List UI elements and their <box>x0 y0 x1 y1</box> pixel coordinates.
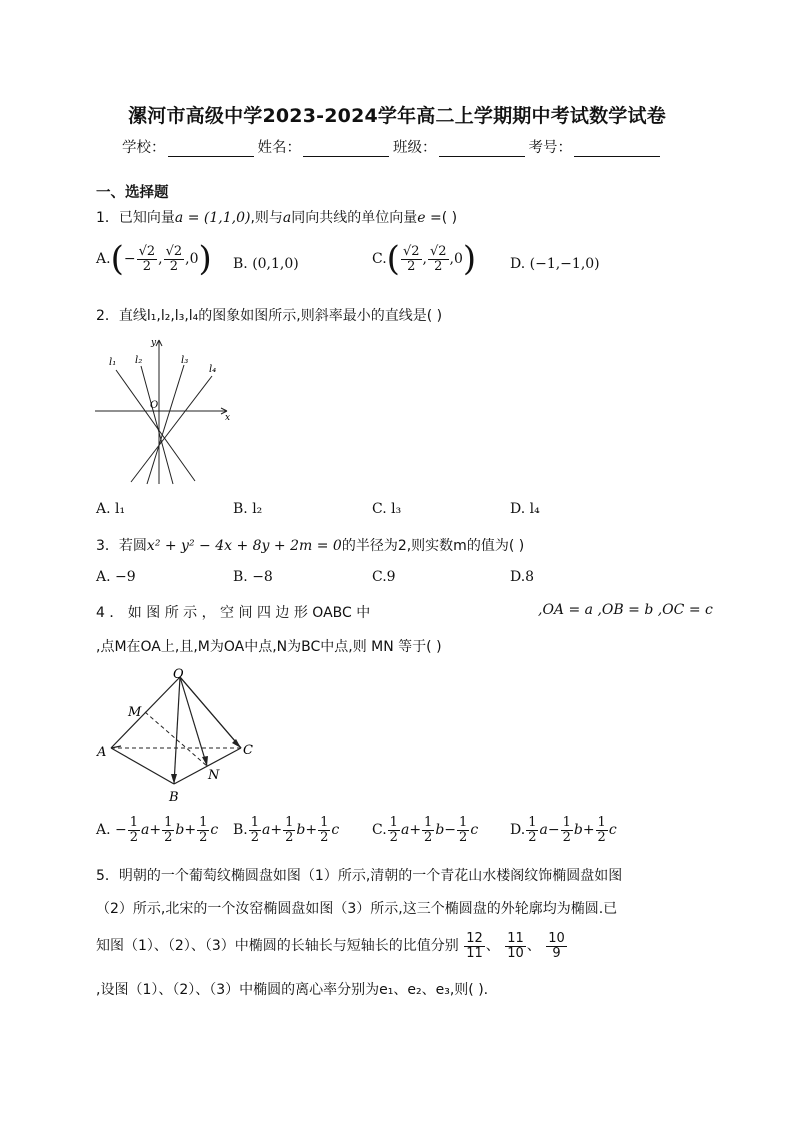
frac-num: 1 <box>562 815 571 830</box>
ratio-3-den: 9 <box>552 945 561 961</box>
frac-num: 1 <box>199 815 208 830</box>
q3-option-c[interactable]: C.9 <box>372 569 396 585</box>
q4-tetrahedron-figure <box>96 666 266 806</box>
label-y: y <box>151 338 157 348</box>
vec-b: b <box>175 822 185 839</box>
section-heading: 一、选择题 <box>96 185 169 201</box>
vec-b: b <box>435 822 445 839</box>
frac-den: 2 <box>562 829 571 845</box>
q1-a-den2: 2 <box>169 258 178 274</box>
class-blank[interactable] <box>439 142 525 157</box>
vec-a: a <box>141 822 150 839</box>
q3-option-a[interactable]: A. −9 <box>96 569 136 585</box>
q1-a-num1: √2 <box>138 243 156 259</box>
q1-a-tail: ,0 <box>185 251 199 267</box>
question-5-line3 <box>96 932 568 960</box>
q2-option-a[interactable]: A. l₁ <box>96 501 126 517</box>
question-2-stem: 2．直线l₁,l₂,l₃,l₄的图象如图所示,则斜率最小的直线是( ) <box>96 308 443 324</box>
half-frac <box>422 816 434 844</box>
separator: 、 <box>526 938 541 955</box>
ratio-2 <box>505 932 526 960</box>
q4-text-line1: 4 ． 如 图 所 示 ， 空 间 四 边 形 OABC 中 <box>96 605 371 621</box>
frac-den: 2 <box>320 829 329 845</box>
frac-den: 2 <box>389 829 398 845</box>
ratio-2-num: 11 <box>507 931 524 946</box>
q1-text-c: 同向共线的单位向量 <box>291 210 418 226</box>
frac-den: 2 <box>164 829 173 845</box>
q4-option-b[interactable]: B. $\frac{1}{2}$ a+ $\frac{1}{2}$ b+ $\frac{1}{2}$ c <box>233 815 340 845</box>
q2-option-c[interactable]: C. l₃ <box>372 501 402 517</box>
q4-a-label: A. − <box>96 822 127 839</box>
q1-option-d[interactable]: D. (−1,−1,0) <box>510 256 600 272</box>
left-paren: ( <box>110 239 124 279</box>
label-M: M <box>128 705 142 720</box>
vec-c: c <box>210 822 219 839</box>
class-label: 班级： <box>393 140 437 156</box>
frac-num: 1 <box>164 815 173 830</box>
frac-den: 2 <box>129 829 139 845</box>
name-label: 姓名： <box>257 140 301 156</box>
half-frac <box>197 816 209 844</box>
question-5-line1: 5．明朝的一个葡萄纹椭圆盘如图（1）所示,清朝的一个青花山水楼阁纹饰椭圆盘如图 <box>96 868 623 884</box>
q1-c-den2: 2 <box>434 258 443 274</box>
half-frac <box>388 816 400 844</box>
label-origin: O <box>150 400 159 411</box>
frac-den: 2 <box>424 829 433 845</box>
frac-den: 2 <box>528 829 537 845</box>
frac-den: 2 <box>199 829 208 845</box>
q1-c-den1: 2 <box>407 258 416 274</box>
label-O: O <box>173 667 184 682</box>
q1-option-b[interactable]: B. (0,1,0) <box>233 256 299 272</box>
q4-option-c[interactable]: C. $\frac{1}{2}$ a+ $\frac{1}{2}$ b− $\frac{1}{2}$ c <box>372 815 479 845</box>
frac-num: 1 <box>250 815 260 830</box>
label-A: A <box>97 745 107 760</box>
q1-text-a: 1．已知向量 <box>96 210 175 226</box>
q3-text-b: 的半径为2,则实数m的值为( ) <box>341 538 525 554</box>
q1-option-a[interactable] <box>96 239 212 279</box>
half-frac <box>283 816 295 844</box>
q1-a-num2: √2 <box>165 243 183 259</box>
ratio-3 <box>546 932 567 960</box>
ratio-1 <box>464 932 485 960</box>
vec-b: b <box>573 822 583 839</box>
q3-option-b[interactable]: B. −8 <box>233 569 273 585</box>
label-N: N <box>208 768 220 783</box>
q1-a-label: A. <box>96 251 111 267</box>
question-5-line2: （2）所示,北宋的一个汝窑椭圆盘如图（3）所示,这三个椭圆盘的外轮廓均为椭圆.已 <box>96 901 618 917</box>
q1-a-frac1 <box>137 245 158 273</box>
frac-den: 2 <box>250 829 260 845</box>
label-l4: l₄ <box>209 364 217 375</box>
label-l3: l₃ <box>181 355 189 366</box>
number-blank[interactable] <box>574 142 660 157</box>
frac-num: 1 <box>285 815 294 830</box>
ratio-3-num: 10 <box>548 931 565 946</box>
label-C: C <box>243 743 253 758</box>
half-frac <box>596 816 608 844</box>
frac-num: 1 <box>320 815 329 830</box>
label-l1: l₁ <box>109 357 117 368</box>
right-paren: ) <box>462 239 477 279</box>
q1-c-label: C. <box>372 251 387 267</box>
vec-c: c <box>608 822 617 839</box>
q2-option-b[interactable]: B. l₂ <box>233 501 263 517</box>
student-info-row <box>122 136 664 157</box>
question-4-line2: ,点M在OA上,且,M为OA中点,N为BC中点,则 MN 等于( ) <box>96 639 442 655</box>
label-l2: l₂ <box>135 355 143 366</box>
q1-vector-a: a = (1,1,0) <box>174 210 251 226</box>
vec-c: c <box>470 822 479 839</box>
school-label: 学校： <box>122 140 166 156</box>
q1-c-frac2 <box>428 245 449 273</box>
vec-b: b <box>296 822 306 839</box>
q3-option-d[interactable]: D.8 <box>510 569 535 585</box>
ratio-1-num: 12 <box>466 931 483 946</box>
separator: 、 <box>485 938 500 955</box>
frac-num: 1 <box>129 815 139 830</box>
page-title: 漯河市高级中学2023-2024学年高二上学期期中考试数学试卷 <box>128 105 666 127</box>
vec-c: c <box>331 822 340 839</box>
q5-text-line3: 知图（1）、（2）、（3）中椭圆的长轴长与短轴长的比值分别 <box>96 938 459 955</box>
half-frac <box>561 816 573 844</box>
q1-option-c[interactable] <box>372 239 477 279</box>
question-4-line1 <box>96 602 370 622</box>
vec-a: a <box>400 822 410 839</box>
q4-vectors: ,OA = a ,OB = b ,OC = c <box>538 602 713 618</box>
half-frac <box>249 816 261 844</box>
right-paren: ) <box>198 239 212 279</box>
q2-option-d[interactable]: D. l₄ <box>510 501 540 517</box>
q1-vector-a2: a <box>282 210 292 226</box>
frac-num: 1 <box>424 815 433 830</box>
q1-c-num2: √2 <box>429 243 447 259</box>
q4-option-a[interactable]: A. − $\frac{1}{2}$ a+ $\frac{1}{2}$ b+ $\frac{1}{2}$ c <box>96 815 219 845</box>
ratio-1-den: 11 <box>466 945 483 961</box>
half-frac <box>318 816 330 844</box>
q1-c-comma: , <box>422 251 427 267</box>
q1-c-num1: √2 <box>402 243 420 259</box>
q4-c-label: C. <box>372 822 387 839</box>
frac-den: 2 <box>285 829 294 845</box>
frac-num: 1 <box>597 815 606 830</box>
half-frac <box>128 816 140 844</box>
q1-c-tail: ,0 <box>449 251 463 267</box>
q1-c-frac1 <box>401 245 422 273</box>
left-paren: ( <box>386 239 400 279</box>
vec-a: a <box>539 822 548 839</box>
q4-b-label: B. <box>233 822 248 839</box>
label-x: x <box>225 413 231 423</box>
q2-lines-figure <box>95 336 235 488</box>
label-B: B <box>169 790 179 805</box>
frac-den: 2 <box>459 829 468 845</box>
frac-den: 2 <box>597 829 606 845</box>
number-label: 考号： <box>528 140 572 156</box>
q4-d-label: D. <box>510 822 526 839</box>
ratio-2-den: 10 <box>507 945 524 961</box>
half-frac <box>457 816 469 844</box>
question-3-stem <box>96 535 524 555</box>
vec-a: a <box>262 822 271 839</box>
q1-vector-e: e = <box>417 210 442 226</box>
question-1-stem <box>96 207 457 227</box>
frac-num: 1 <box>528 815 537 830</box>
q4-option-d[interactable]: D. $\frac{1}{2}$ a− $\frac{1}{2}$ b+ $\frac{1}{2}$ c <box>510 815 617 845</box>
q1-a-minus: − <box>123 251 136 267</box>
q3-equation: x² + y² − 4x + 8y + 2m = 0 <box>146 538 342 554</box>
q1-a-den1: 2 <box>142 258 151 274</box>
half-frac <box>162 816 174 844</box>
frac-num: 1 <box>389 815 398 830</box>
q1-a-comma: , <box>158 251 163 267</box>
frac-num: 1 <box>459 815 468 830</box>
school-blank[interactable] <box>168 142 254 157</box>
q1-a-frac2 <box>164 245 185 273</box>
q1-text-b: ,则与 <box>250 210 283 226</box>
q3-text-a: 3．若圆 <box>96 538 147 554</box>
half-frac <box>526 816 538 844</box>
name-blank[interactable] <box>303 142 389 157</box>
question-5-line4: ,设图（1）、（2）、（3）中椭圆的离心率分别为e₁、e₂、e₃,则( ). <box>96 982 489 998</box>
q1-paren: ( ) <box>441 210 458 226</box>
